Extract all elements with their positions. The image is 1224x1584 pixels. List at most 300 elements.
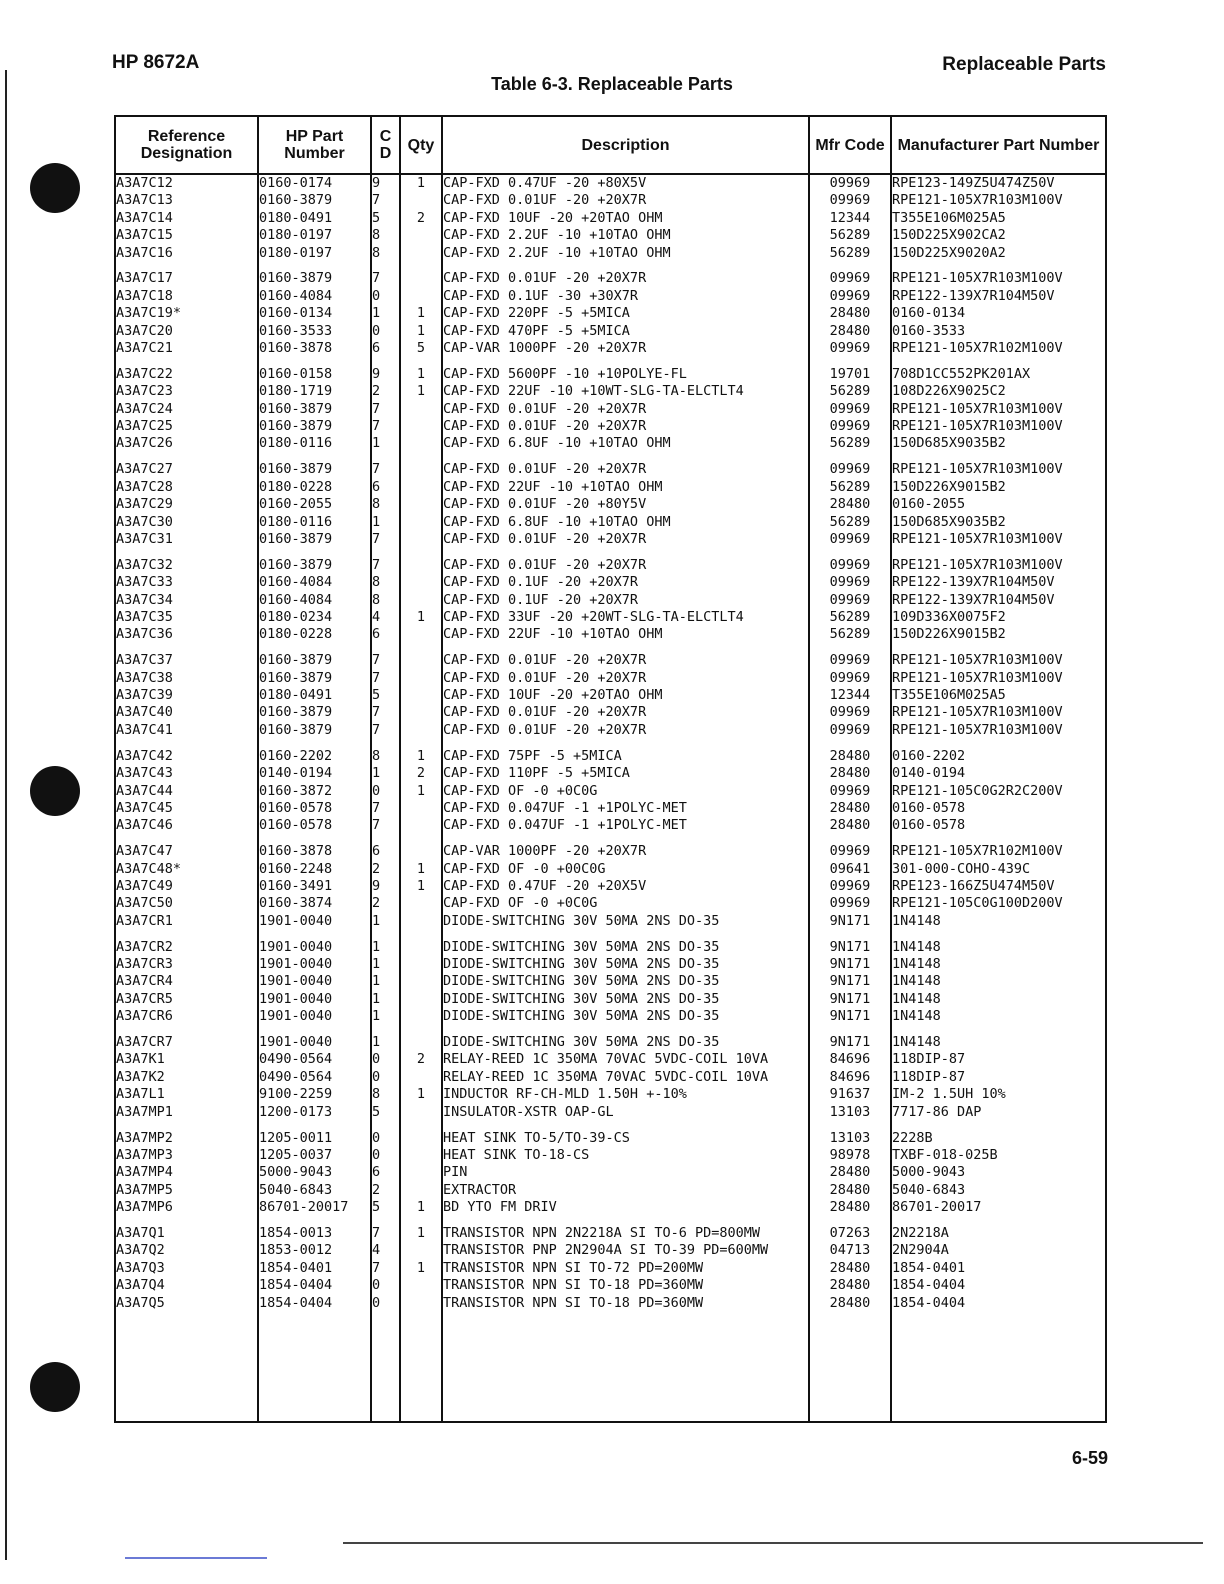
row-group [892,652,1105,739]
cd-cell: 8 [372,1086,381,1103]
qty-cell [401,1147,441,1164]
mfr-code-cell: 09969 [829,721,871,738]
qty-cell [401,973,441,990]
table-title: Table 6-3. Replaceable Parts [491,74,733,94]
part-number-cell: 0160-2202 [259,747,333,764]
mfr-part-number-cell: 1N4148 [892,938,941,955]
cd-column [371,174,400,1422]
ref-cell: A3A7C29 [116,496,173,513]
cd-cell: 7 [372,418,381,435]
cd-cell: 5 [372,209,381,226]
ref-cell: A3A7C18 [116,287,173,304]
mfr-part-number-cell: 150D225X9020A2 [892,244,1006,261]
ref-cell: A3A7C37 [116,652,173,669]
row-group [892,1130,1105,1217]
part-number-cell: 0160-0578 [259,817,333,834]
description-cell: CAP-FXD OF -0 +0C0G [443,895,598,912]
row-group [892,557,1105,644]
row-group [372,748,399,835]
mfr-part-number-cell: RPE121-105X7R102M100V [892,843,1063,860]
qty-cell: 1 [416,860,426,877]
ref-cell: A3A7MP3 [116,1146,173,1163]
qty-cell: 2 [416,209,426,226]
mfr-code-cell: 9N171 [829,938,871,955]
qty-cell [401,652,441,669]
qty-cell: 1 [416,877,426,894]
part-number-cell: 0160-3879 [259,192,333,209]
mfr-code-cell: 9N171 [829,1034,871,1051]
mfr-code-cell: 91637 [829,1086,871,1103]
part-number-cell: 0160-3879 [259,270,333,287]
row-group [116,461,257,548]
ref-cell: A3A7L1 [116,1086,165,1103]
mfr-code-cell: 9N171 [829,990,871,1007]
qty-cell [401,401,441,418]
mfr-code-cell: 28480 [829,1259,871,1276]
mfr-part-number-cell: RPE121-105X7R103M100V [892,270,1063,287]
qty-cell [401,574,441,591]
row-group [401,1130,441,1217]
qty-cell [401,1164,441,1181]
part-number-cell: 0180-0491 [259,687,333,704]
qty-cell [401,1008,441,1025]
mfr-part-number-cell: RPE121-105C0G100D200V [892,895,1063,912]
mfr-part-number-cell: 118DIP-87 [892,1068,966,1085]
mfr-code-cell: 28480 [829,1294,871,1311]
description-cell: CAP-FXD OF -0 +0C0G [443,782,598,799]
mfr-code-cell: 07263 [829,1224,871,1241]
description-cell: CAP-FXD 0.01UF -20 +20X7R [443,669,647,686]
cd-cell: 1 [372,513,381,530]
row-group [810,652,890,739]
col-header-part-number: HP Part Number [258,116,371,174]
mfr-part-number-cell: 5040-6843 [892,1181,966,1198]
ref-cell: A3A7C20 [116,322,173,339]
part-number-cell: 1901-0040 [259,956,333,973]
ref-cell: A3A7C12 [116,175,173,191]
ref-cell: A3A7C14 [116,209,173,226]
ref-cell: A3A7C15 [116,227,173,244]
mfr-code-cell: 28480 [829,817,871,834]
description-cell: CAP-FXD 0.01UF -20 +20X7R [443,652,647,669]
mfr-part-number-cell: 0160-0578 [892,799,966,816]
description-cell: BD YTO FM DRIV [443,1199,557,1216]
row-group [116,175,257,262]
row-group [116,270,257,357]
cd-cell: 1 [372,765,381,782]
mfr-part-number-cell: RPE123-149Z5U474Z50V [892,175,1055,191]
mfr-code-cell: 09969 [829,669,871,686]
row-group [401,461,441,548]
mfr-part-number-cell: 708D1CC552PK201AX [892,365,1031,382]
ref-cell: A3A7C50 [116,895,173,912]
mfr-code-cell: 09969 [829,843,871,860]
mfr-part-number-cell: 7717-86 DAP [892,1103,982,1120]
qty-cell [401,939,441,956]
row-group [116,1225,257,1312]
qty-cell [401,1034,441,1051]
mfr-part-number-cell: 0160-2055 [892,496,966,513]
cd-cell: 2 [372,895,381,912]
part-number-cell: 0160-3879 [259,556,333,573]
cd-cell: 0 [372,1294,381,1311]
row-group [810,1034,890,1121]
part-number-cell: 1205-0011 [259,1129,333,1146]
row-group [810,461,890,548]
row-group [401,175,441,262]
mfr-part-number-cell: TXBF-018-025B [892,1146,998,1163]
row-group [892,1034,1105,1121]
description-cell: INSULATOR-XSTR OAP-GL [443,1103,614,1120]
qty-cell [401,1277,441,1294]
part-number-cell: 0160-3872 [259,782,333,799]
mfr-part-number-cell: RPE121-105X7R103M100V [892,461,1063,478]
qty-cell: 1 [416,322,426,339]
ref-cell: A3A7Q5 [116,1294,165,1311]
mfr-code-cell: 9N171 [829,956,871,973]
ref-cell: A3A7MP4 [116,1164,173,1181]
qty-cell [401,435,441,452]
mfr-code-cell: 28480 [829,322,871,339]
qty-cell [401,192,441,209]
description-cell: CAP-FXD 33UF -20 +20WT-SLG-TA-ELCTLT4 [443,608,744,625]
qty-cell [401,670,441,687]
qty-cell [401,479,441,496]
mfr-part-number-cell: RPE123-166Z5U474M50V [892,877,1055,894]
mfr-part-number-column [891,174,1106,1422]
mfr-code-cell: 28480 [829,799,871,816]
row-group [372,175,399,262]
mfr-part-number-cell: RPE121-105C0G2R2C200V [892,782,1063,799]
row-group [892,939,1105,1026]
description-cell: CAP-FXD 10UF -20 +20TAO OHM [443,209,663,226]
cd-cell: 0 [372,322,381,339]
part-number-cell: 0140-0194 [259,765,333,782]
row-group [259,1034,370,1121]
description-cell: CAP-FXD 0.01UF -20 +20X7R [443,270,647,287]
row-group [443,843,808,930]
col-header-reference: Reference Designation [115,116,258,174]
description-cell: CAP-FXD 0.047UF -1 +1POLYC-MET [443,817,687,834]
mfr-code-cell: 28480 [829,747,871,764]
row-group [401,748,441,835]
cd-cell: 7 [372,270,381,287]
ref-cell: A3A7MP5 [116,1181,173,1198]
row-group [443,748,808,835]
section-header: Replaceable Parts [942,54,1106,75]
ref-cell: A3A7MP2 [116,1129,173,1146]
cd-cell: 1 [372,990,381,1007]
mfr-part-number-cell: 2N2904A [892,1242,949,1259]
ref-cell: A3A7C47 [116,843,173,860]
row-group [116,366,257,453]
row-group [259,843,370,930]
cd-cell: 1 [372,956,381,973]
punch-hole-top [30,163,80,213]
description-cell: CAP-FXD 2.2UF -10 +10TAO OHM [443,244,671,261]
mfr-part-number-cell: 118DIP-87 [892,1051,966,1068]
qty-cell [401,227,441,244]
cd-cell: 4 [372,608,381,625]
mfr-code-cell: 28480 [829,765,871,782]
part-number-cell: 1901-0040 [259,990,333,1007]
mfr-code-cell: 9N171 [829,1008,871,1025]
mfr-code-cell: 09969 [829,782,871,799]
ref-cell: A3A7C27 [116,461,173,478]
part-number-cell: 0490-0564 [259,1051,333,1068]
mfr-code-cell: 28480 [829,1199,871,1216]
description-cell: PIN [443,1164,468,1181]
qty-cell [401,722,441,739]
ref-cell: A3A7CR5 [116,990,173,1007]
model-header: HP 8672A [112,52,200,73]
mfr-code-cell: 09969 [829,418,871,435]
mfr-part-number-cell: 2228B [892,1129,933,1146]
mfr-part-number-cell: RPE122-139X7R104M50V [892,287,1055,304]
description-cell: CAP-FXD 22UF -10 +10TAO OHM [443,478,663,495]
cd-cell: 0 [372,1129,381,1146]
col-header-cd: C D [371,116,400,174]
mfr-code-cell: 28480 [829,305,871,322]
part-number-cell: 0160-3878 [259,843,333,860]
part-number-cell: 0160-3879 [259,721,333,738]
row-group [372,1225,399,1312]
description-cell: DIODE-SWITCHING 30V 50MA 2NS DO-35 [443,1008,720,1025]
description-cell: TRANSISTOR NPN SI TO-72 PD=200MW [443,1259,704,1276]
qty-cell [401,991,441,1008]
ref-cell: A3A7C43 [116,765,173,782]
qty-cell [401,800,441,817]
part-number-cell: 1854-0401 [259,1259,333,1276]
row-group [443,652,808,739]
row-group [443,270,808,357]
mfr-code-cell: 56289 [829,244,871,261]
row-group [443,461,808,548]
qty-cell: 1 [416,365,426,382]
mfr-part-number-cell: RPE121-105X7R102M100V [892,340,1063,357]
ref-cell: A3A7Q2 [116,1242,165,1259]
row-group [401,939,441,1026]
description-cell: CAP-FXD 10UF -20 +20TAO OHM [443,687,663,704]
row-group [810,748,890,835]
mfr-code-cell: 98978 [829,1146,871,1163]
mfr-code-cell: 56289 [829,513,871,530]
qty-cell: 2 [416,765,426,782]
qty-cell [401,687,441,704]
mfr-code-cell: 09969 [829,340,871,357]
part-number-cell: 0160-2055 [259,496,333,513]
mfr-part-number-cell: 109D336X0075F2 [892,608,1006,625]
part-number-cell: 0490-0564 [259,1068,333,1085]
mfr-code-cell: 84696 [829,1051,871,1068]
row-group [810,843,890,930]
mfr-part-number-cell: RPE121-105X7R103M100V [892,721,1063,738]
row-group [892,270,1105,357]
qty-cell: 1 [416,782,426,799]
mfr-part-number-cell: T355E106M025A5 [892,687,1006,704]
description-cell: DIODE-SWITCHING 30V 50MA 2NS DO-35 [443,912,720,929]
reference-column [115,174,258,1422]
cd-cell: 1 [372,973,381,990]
part-number-cell: 1205-0037 [259,1146,333,1163]
row-group [810,270,890,357]
part-number-cell: 0180-0234 [259,608,333,625]
qty-cell [401,496,441,513]
ref-cell: A3A7MP6 [116,1199,173,1216]
qty-cell [401,592,441,609]
col-header-mfr-part-number: Manufacturer Part Number [891,116,1106,174]
row-group [372,843,399,930]
cd-cell: 0 [372,1277,381,1294]
mfr-code-cell: 56289 [829,478,871,495]
row-group [810,557,890,644]
qty-column [400,174,442,1422]
ref-cell: A3A7C21 [116,340,173,357]
cd-cell: 8 [372,747,381,764]
mfr-part-number-cell: RPE121-105X7R103M100V [892,400,1063,417]
row-group [892,843,1105,930]
qty-cell [401,704,441,721]
cd-cell: 1 [372,938,381,955]
mfr-part-number-cell: 5000-9043 [892,1164,966,1181]
description-cell: CAP-FXD 0.01UF -20 +20X7R [443,461,647,478]
cd-cell: 7 [372,192,381,209]
part-number-cell: 1854-0404 [259,1277,333,1294]
row-group [401,843,441,930]
part-number-cell: 0160-3874 [259,895,333,912]
mfr-part-number-cell: 150D685X9035B2 [892,435,1006,452]
description-cell: RELAY-REED 1C 350MA 70VAC 5VDC-COIL 10VA [443,1068,769,1085]
mfr-code-cell: 09969 [829,175,871,191]
description-cell: CAP-FXD 0.01UF -20 +20X7R [443,400,647,417]
description-cell: DIODE-SWITCHING 30V 50MA 2NS DO-35 [443,1034,720,1051]
qty-cell [401,1069,441,1086]
part-number-cell: 1853-0012 [259,1242,333,1259]
cd-cell: 7 [372,461,381,478]
row-group [810,1130,890,1217]
row-group [810,939,890,1026]
row-group [259,461,370,548]
description-cell: CAP-FXD 0.01UF -20 +20X7R [443,704,647,721]
ref-cell: A3A7CR1 [116,912,173,929]
mfr-code-cell: 9N171 [829,973,871,990]
part-number-cell: 1901-0040 [259,1008,333,1025]
ref-cell: A3A7C49 [116,877,173,894]
row-group [443,1034,808,1121]
row-group [372,557,399,644]
cd-cell: 0 [372,1146,381,1163]
cd-cell: 8 [372,591,381,608]
part-number-cell: 0160-2248 [259,860,333,877]
mfr-part-number-cell: RPE121-105X7R103M100V [892,556,1063,573]
mfr-part-number-cell: 1N4148 [892,990,941,1007]
ref-cell: A3A7C40 [116,704,173,721]
description-cell: CAP-FXD 0.47UF -20 +20X5V [443,877,647,894]
mfr-code-cell: 09969 [829,270,871,287]
ref-cell: A3A7C25 [116,418,173,435]
qty-cell [401,817,441,834]
mfr-part-number-cell: 301-000-COHO-439C [892,860,1031,877]
part-number-cell: 5000-9043 [259,1164,333,1181]
mfr-code-cell: 09969 [829,574,871,591]
row-group [116,652,257,739]
description-cell: CAP-FXD 0.1UF -20 +20X7R [443,574,639,591]
cd-cell: 7 [372,652,381,669]
description-cell: DIODE-SWITCHING 30V 50MA 2NS DO-35 [443,956,720,973]
qty-cell [401,1182,441,1199]
ref-cell: A3A7C16 [116,244,173,261]
part-number-cell: 0180-0116 [259,435,333,452]
row-group [401,366,441,453]
row-group [116,939,257,1026]
mfr-part-number-cell: 0160-3533 [892,322,966,339]
ref-cell: A3A7Q4 [116,1277,165,1294]
mfr-code-cell: 56289 [829,608,871,625]
description-cell: DIODE-SWITCHING 30V 50MA 2NS DO-35 [443,990,720,1007]
mfr-code-cell: 28480 [829,1181,871,1198]
mfr-code-cell: 84696 [829,1068,871,1085]
ref-cell: A3A7Q1 [116,1224,165,1241]
ref-cell: A3A7C19* [116,305,182,322]
cd-cell: 0 [372,1068,381,1085]
row-group [259,270,370,357]
part-number-cell: 1901-0040 [259,973,333,990]
cd-cell: 6 [372,1164,381,1181]
qty-cell [401,557,441,574]
qty-cell [401,514,441,531]
description-column [442,174,809,1422]
description-cell: TRANSISTOR PNP 2N2904A SI TO-39 PD=600MW [443,1242,769,1259]
replaceable-parts-table [114,115,1107,1423]
cd-cell: 7 [372,1259,381,1276]
mfr-code-cell: 04713 [829,1242,871,1259]
part-number-cell: 1901-0040 [259,1034,333,1051]
cd-cell: 0 [372,287,381,304]
part-number-cell: 0160-3879 [259,704,333,721]
punch-hole-bottom [30,1362,80,1412]
mfr-code-cell: 09969 [829,192,871,209]
mfr-code-cell: 28480 [829,1277,871,1294]
cd-cell: 7 [372,400,381,417]
cd-cell: 4 [372,1242,381,1259]
mfr-code-cell: 19701 [829,365,871,382]
qty-cell: 1 [416,305,426,322]
mfr-part-number-cell: 150D226X9015B2 [892,626,1006,643]
mfr-code-cell: 13103 [829,1129,871,1146]
table-body-row [115,174,1106,1422]
ref-cell: A3A7C23 [116,383,173,400]
part-number-cell: 0160-3879 [259,461,333,478]
cd-cell: 7 [372,1224,381,1241]
footer-rule [343,1542,1203,1544]
row-group [892,748,1105,835]
ref-cell: A3A7C35 [116,608,173,625]
cd-cell: 1 [372,1034,381,1051]
ref-cell: A3A7CR3 [116,956,173,973]
part-number-cell: 0160-4084 [259,287,333,304]
row-group [892,1225,1105,1312]
description-cell: CAP-FXD 5600PF -10 +10POLYE-FL [443,365,687,382]
ref-cell: A3A7C30 [116,513,173,530]
mfr-code-cell: 9N171 [829,912,871,929]
cd-cell: 2 [372,1181,381,1198]
col-header-description: Description [442,116,809,174]
ref-cell: A3A7C32 [116,556,173,573]
row-group [443,557,808,644]
cd-cell: 9 [372,365,381,382]
row-group [116,1130,257,1217]
mfr-part-number-cell: 0160-0578 [892,817,966,834]
